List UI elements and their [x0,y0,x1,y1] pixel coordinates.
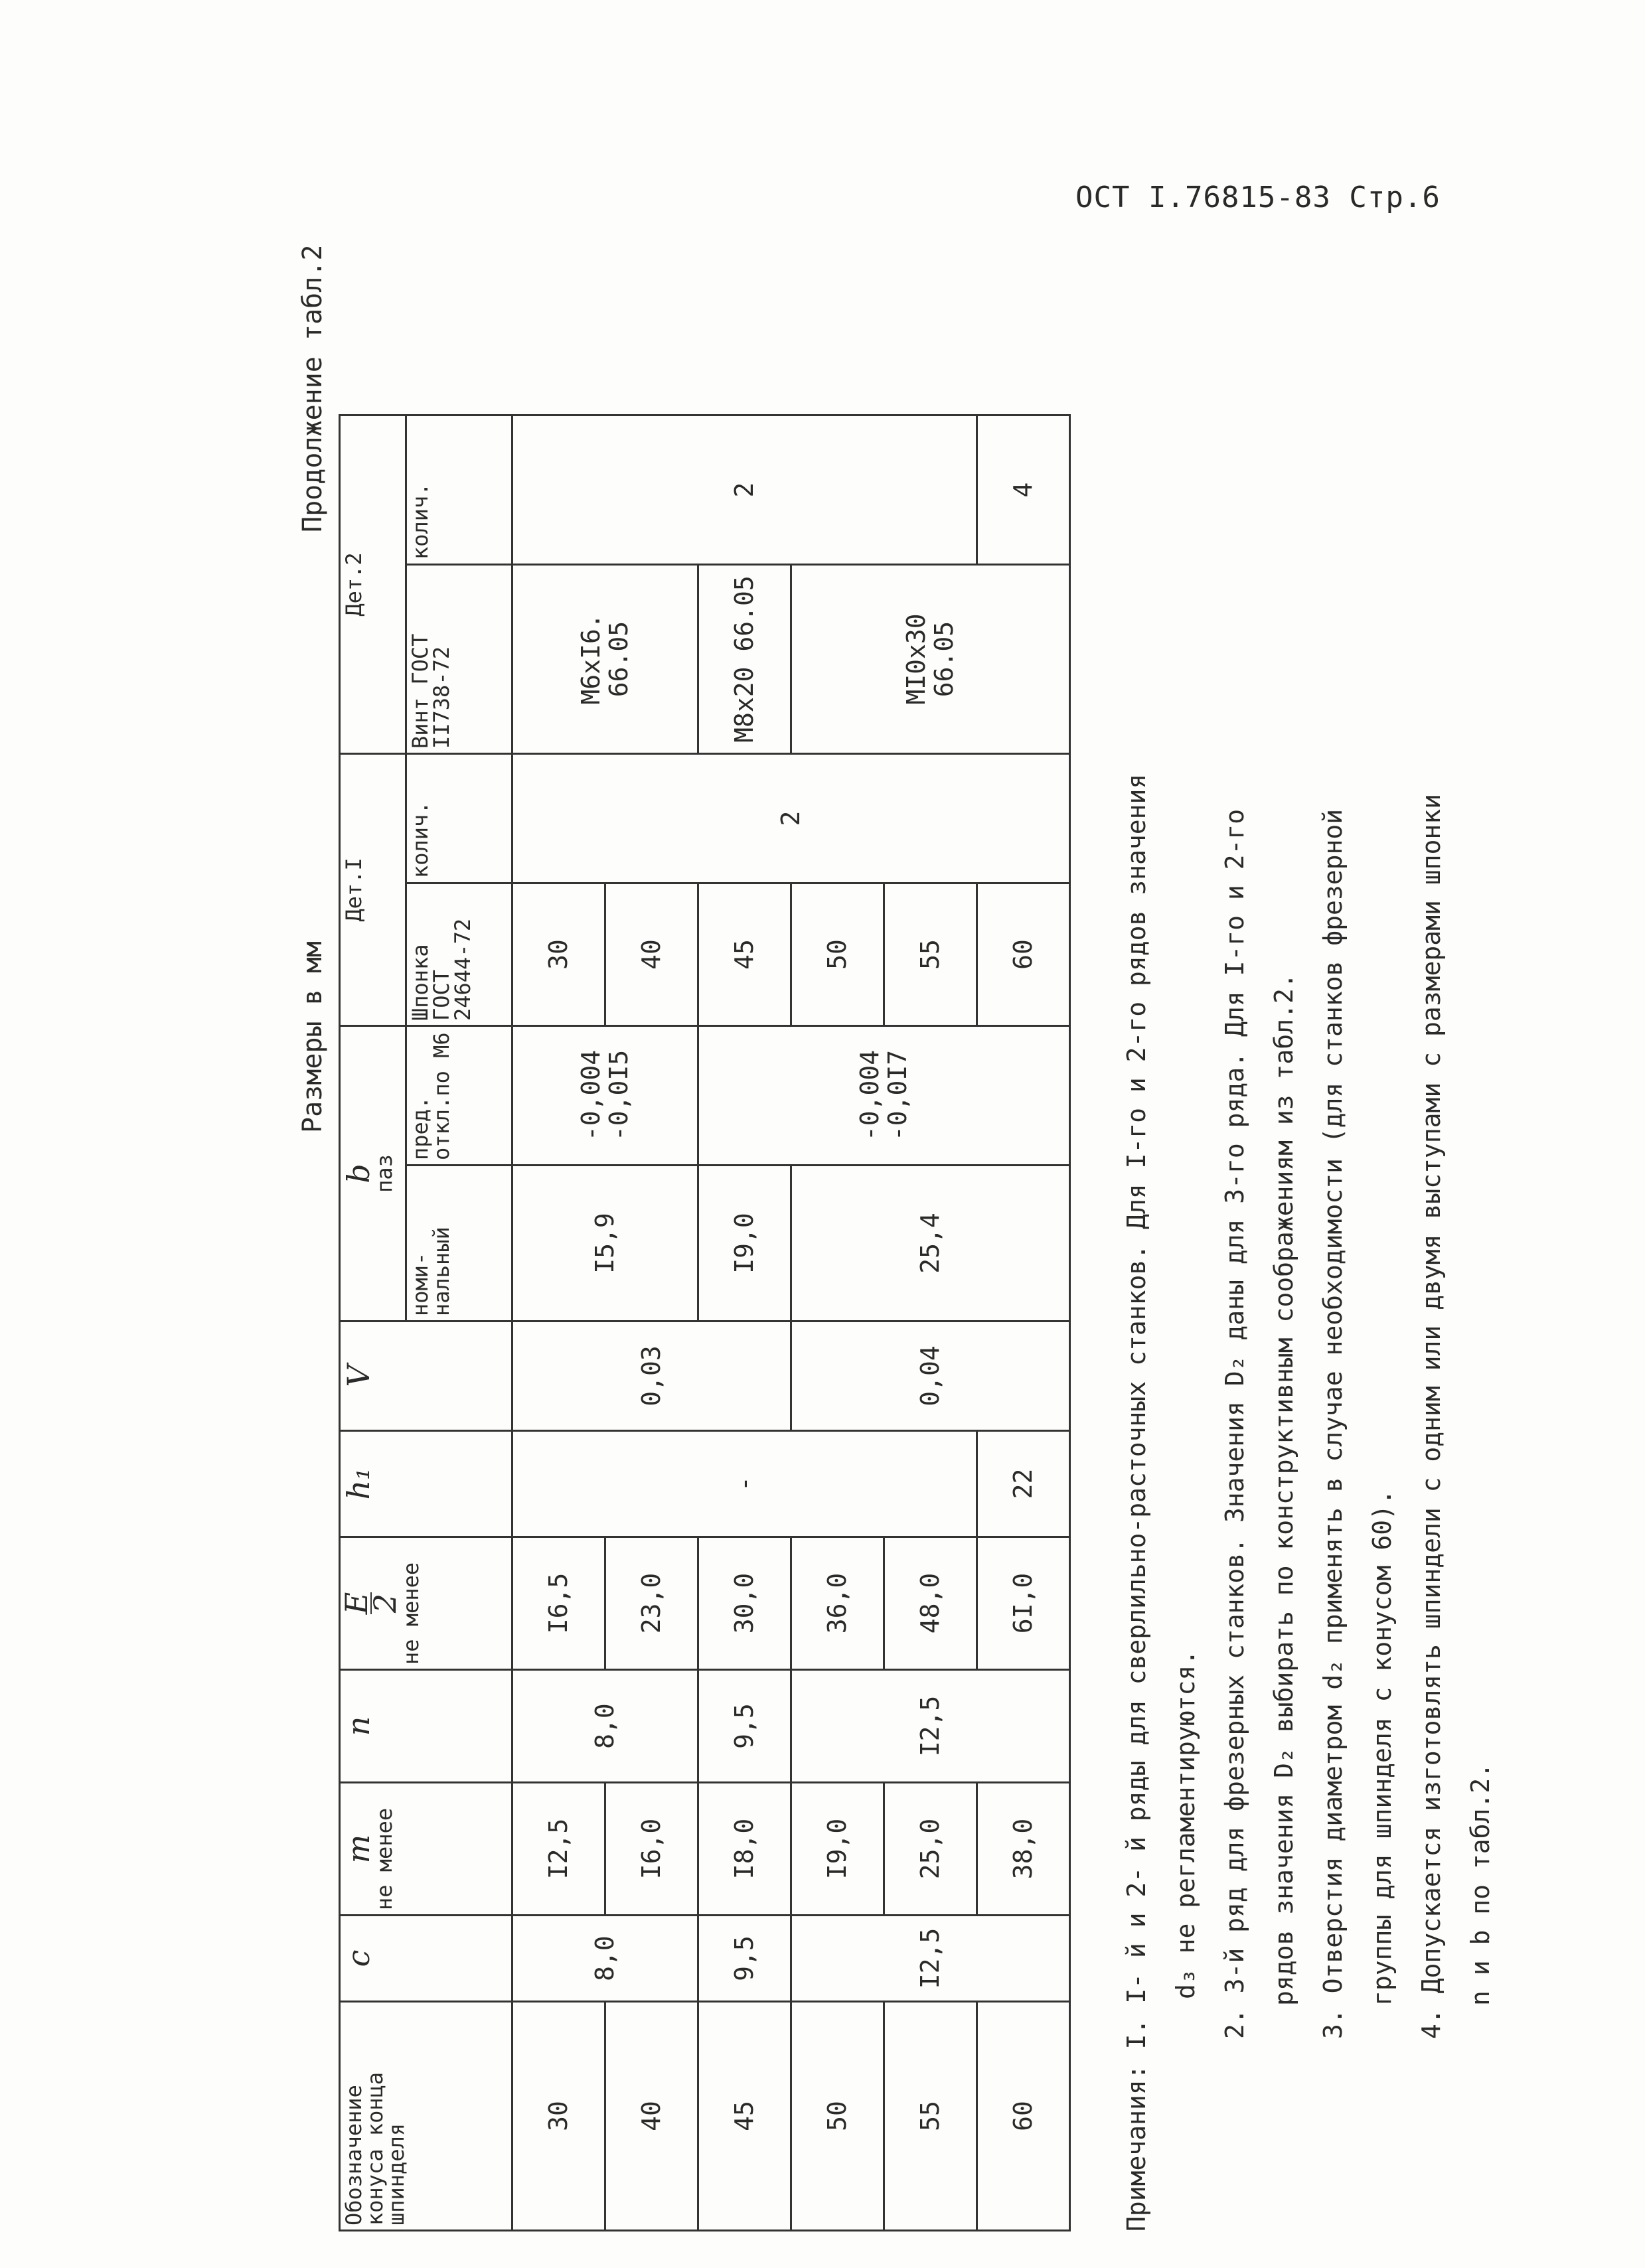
header-det1-item: Шпонка ГОСТ 24644-72 [406,883,512,1026]
header-b-symbol: b [341,1164,376,1183]
key-cell: 40 [605,883,698,1026]
c-cell: 8,0 [512,1916,698,2002]
key-cell: 50 [791,883,884,1026]
header-v: V [340,1322,512,1431]
note-2-line-2: рядов значения D₂ выбирать по конструктивным соображениям из табл.2. [1269,973,1298,2006]
designation-cell: 45 [698,2002,791,2231]
note-3-line-2: группы для шпинделя с конусом 60). [1368,1489,1397,2006]
header-e-fraction [339,1592,404,1615]
e-cell: I6,5 [512,1537,605,1670]
header-h1: h₁ [340,1431,512,1537]
b-tolerance-cell: -0,004 -0,0I7 [698,1026,1070,1166]
note-3-line-1: 3. Отверстия диаметром d₂ применять в случае необходимости (для станков фрезерной [1318,808,1348,2039]
note-4-line-2: n и b по табл.2. [1466,1762,1495,2006]
e-cell: 36,0 [791,1537,884,1670]
header-m-symbol: m [341,1834,376,1864]
m-cell: 25,0 [884,1783,977,1916]
e-cell: 23,0 [605,1537,698,1670]
header-m-sub: не менее [372,1807,397,1910]
notes-label: Примечания: [1122,2064,1151,2231]
v-cell: 0,04 [791,1322,1070,1431]
header-b [340,1026,406,1322]
h1-cell: - [512,1431,977,1537]
key-cell: 45 [698,883,791,1026]
dimensions-table [339,414,1071,2231]
header-det2-item: Винт ГОСТ II738-72 [406,565,512,754]
b-nominal-cell: 25,4 [791,1166,1070,1322]
header-b-nominal: номи- нальный [406,1166,512,1322]
key-qty-cell: 2 [512,754,1070,883]
note-1-line-2: d₃ не регламентируются. [1171,1649,1200,1999]
header-e-den: 2 [367,1593,404,1614]
header-e-num: Е [339,1592,374,1615]
key-cell: 30 [512,883,605,1026]
header-det1-qty: колич. [406,754,512,883]
note-4-line-1: 4. Допускается изготовлять шпиндели с одним или двумя выступами с размерами шпонки [1417,794,1446,2039]
key-cell: 60 [977,883,1070,1026]
screw-qty-cell: 4 [977,416,1070,565]
c-cell: 9,5 [698,1916,791,2002]
designation-cell: 55 [884,2002,977,2231]
screw-cell: MI0x30 66.05 [791,565,1070,754]
screw-qty-cell: 2 [512,416,977,565]
designation-cell: 50 [791,2002,884,2231]
e-cell: 30,0 [698,1537,791,1670]
c-cell: I2,5 [791,1916,1070,2002]
e-cell: 6I,0 [977,1537,1070,1670]
header-c: с [340,1916,512,2002]
m-cell: I6,0 [605,1783,698,1916]
v-cell: 0,03 [512,1322,791,1431]
n-cell: 9,5 [698,1670,791,1783]
key-cell: 55 [884,883,977,1026]
n-cell: 8,0 [512,1670,698,1783]
designation-cell: 60 [977,2002,1070,2231]
designation-cell: 40 [605,2002,698,2231]
header-det1: Дет.I [340,754,406,1026]
header-n: n [340,1670,512,1783]
screw-cell: M6xI6. 66.05 [512,565,698,754]
header-e-sub: не менее [398,1562,424,1665]
m-cell: I9,0 [791,1783,884,1916]
b-nominal-cell: I9,0 [698,1166,791,1322]
header-designation: Обозначение конуса конца шпинделя [340,2002,512,2231]
designation-cell: 30 [512,2002,605,2231]
m-cell: I2,5 [512,1783,605,1916]
b-nominal-cell: I5,9 [512,1166,698,1322]
note-1-text: I. I- й и 2- й ряды для сверлильно-расточных станков. Для I-го и 2-го рядов значения [1122,773,1151,2050]
continuation-caption: Продолжение табл.2 [297,244,328,532]
page-header: ОСТ I.76815-83 Стр.6 [1075,181,1441,214]
header-det2: Дет.2 [340,416,406,754]
notes-block [1112,21,1505,2231]
note-1-line-1 [1112,21,1161,2231]
m-cell: I8,0 [698,1783,791,1916]
header-m [340,1783,512,1916]
header-det2-qty: колич. [406,416,512,565]
m-cell: 38,0 [977,1783,1070,1916]
header-b-tolerance: пред. откл.по M6 [406,1026,512,1166]
e-cell: 48,0 [884,1537,977,1670]
b-tolerance-cell: -0,004 -0,0I5 [512,1026,698,1166]
h1-cell: 22 [977,1431,1070,1537]
note-2-line-1: 2. 3-й ряд для фрезерных станков. Значения D₂ даны для 3-го ряда. Для I-го и 2-го [1220,808,1249,2039]
header-b-sub: паз [372,1154,397,1193]
screw-cell: M8x20 66.05 [698,565,791,754]
n-cell: I2,5 [791,1670,1070,1783]
header-e [340,1537,512,1670]
units-caption: Размеры в мм [297,941,328,1133]
